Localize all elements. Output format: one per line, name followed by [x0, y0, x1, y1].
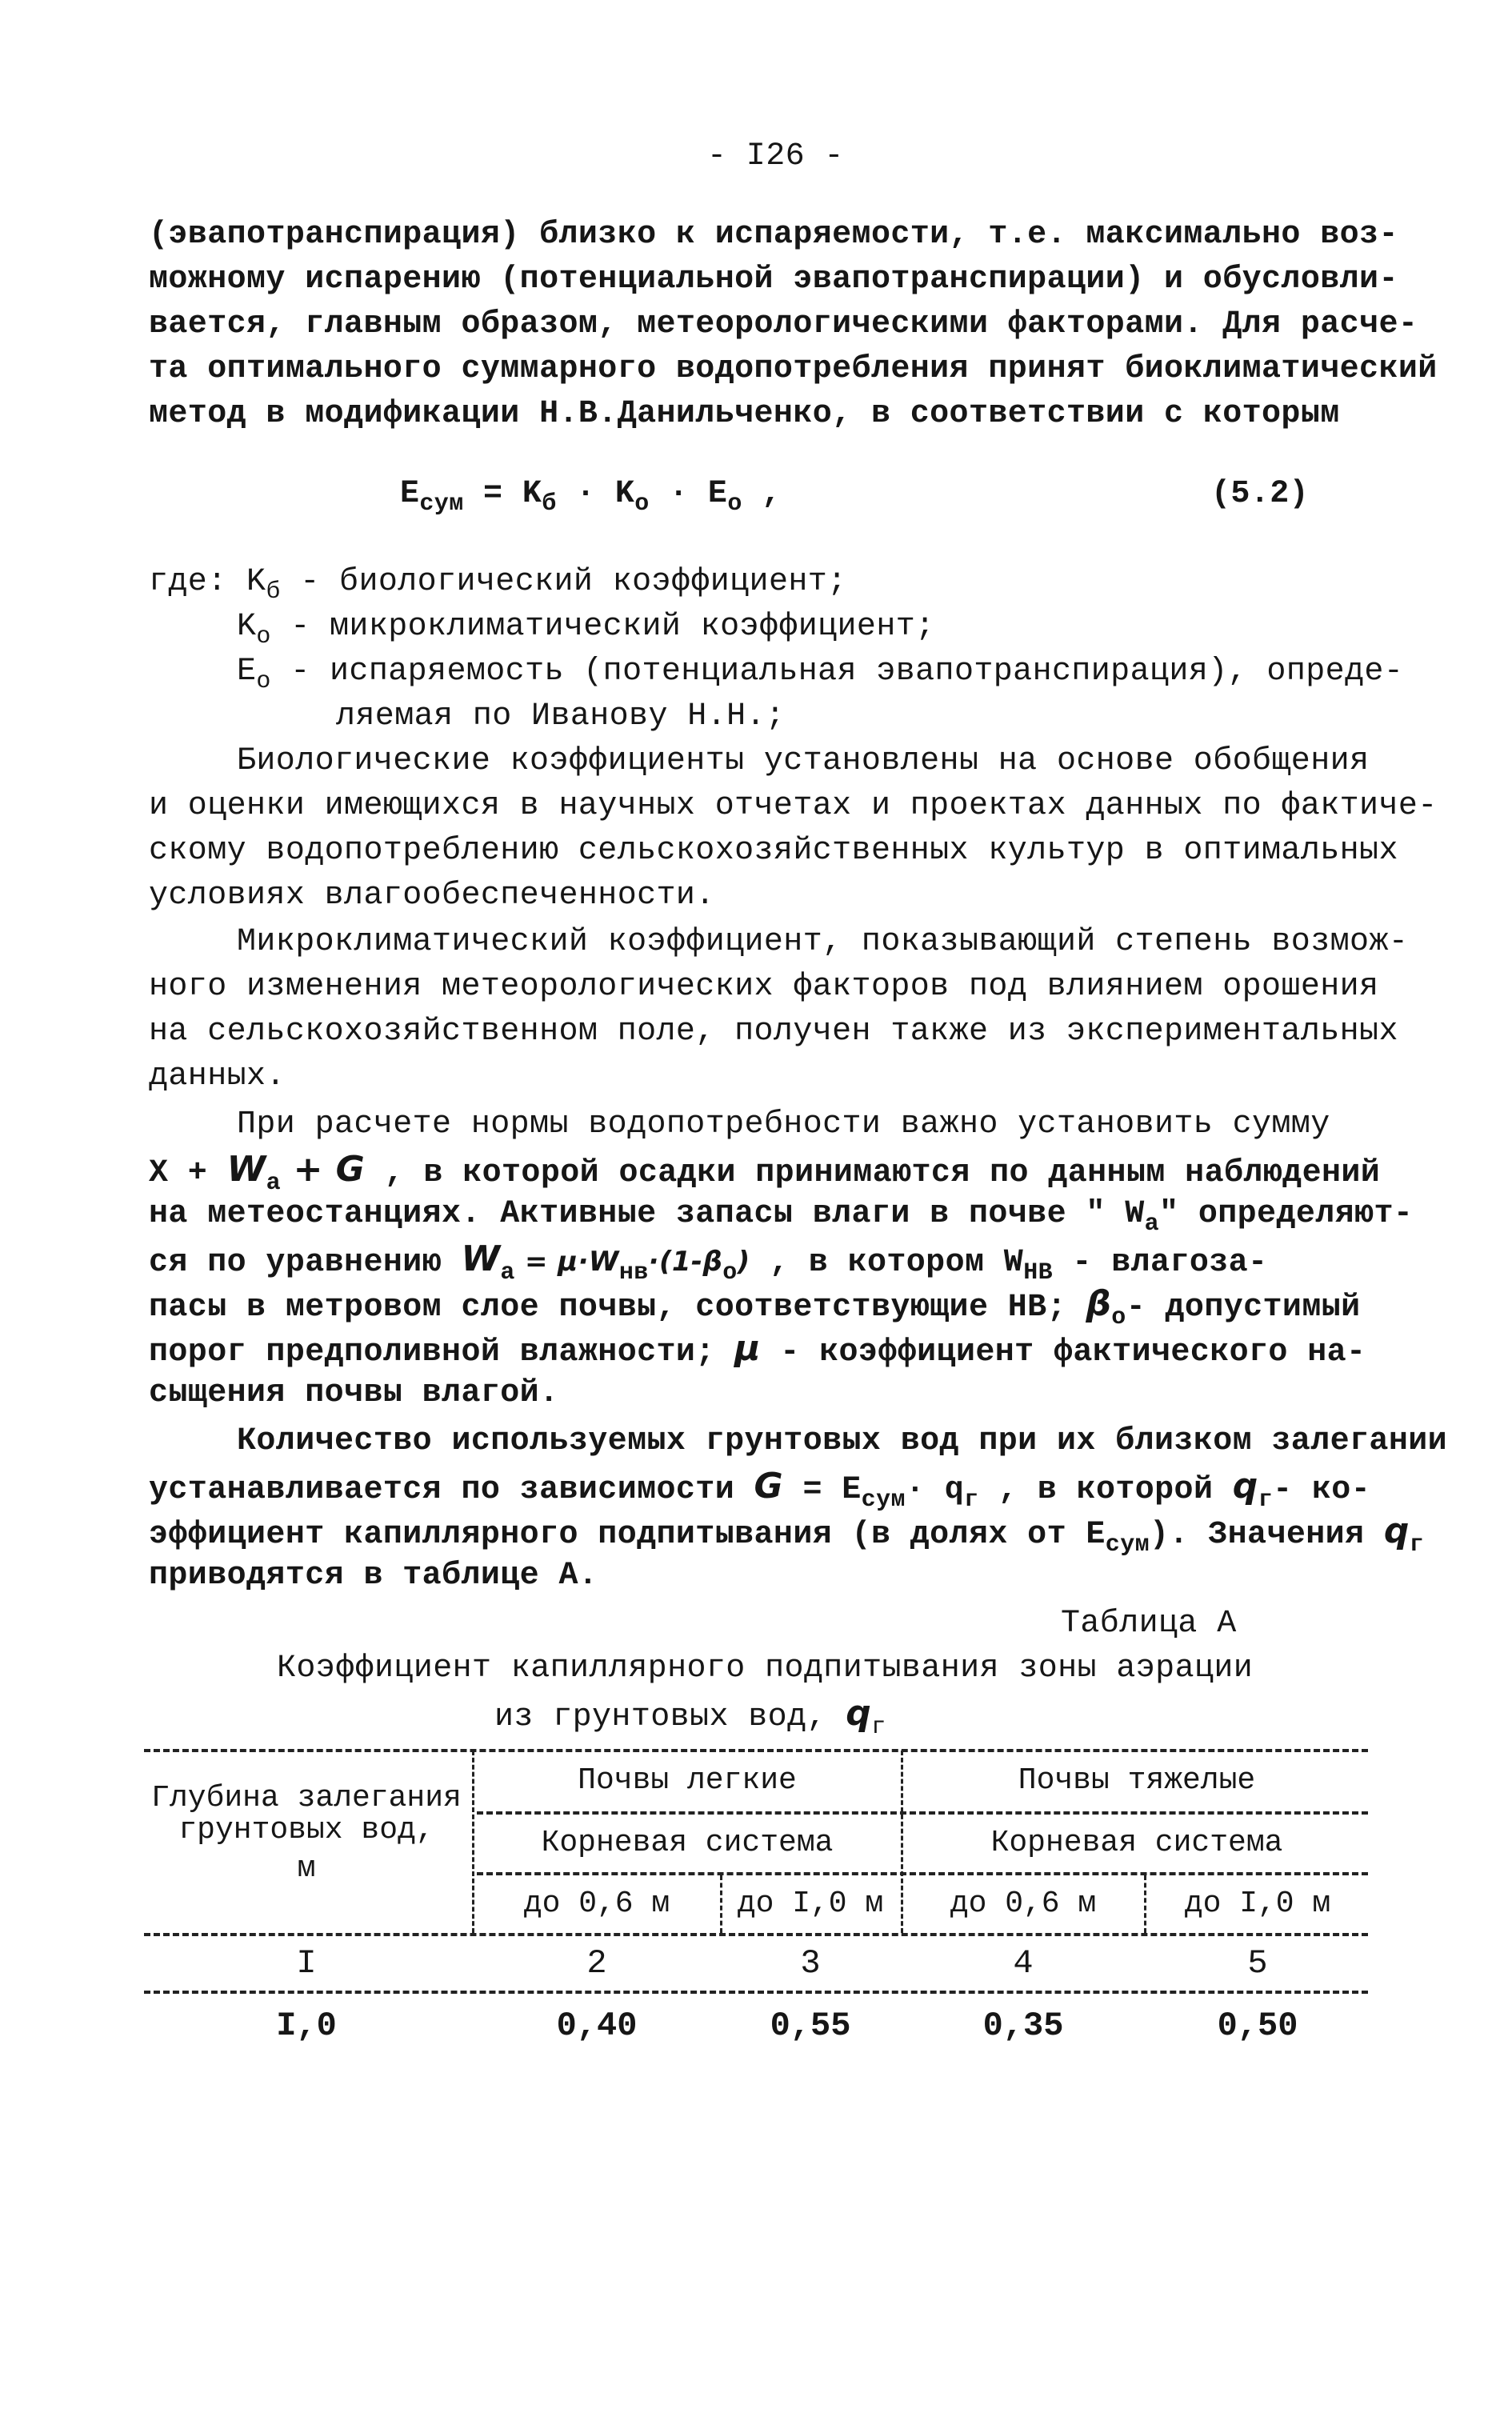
- table-rule: [144, 1991, 1368, 1994]
- text-line: Микроклиматический коэффициент, показывающий степень возмож-: [237, 924, 1409, 960]
- index-cell: I: [296, 1944, 317, 1983]
- header-depth: грунтовых вод,: [178, 1813, 434, 1847]
- table-divider: [901, 1751, 903, 1933]
- data-cell: 0,55: [770, 2007, 851, 2045]
- table-caption: Коэффициент капиллярного подпитывания зоны аэрации: [277, 1651, 1254, 1687]
- index-cell: 3: [800, 1944, 821, 1983]
- where-line: $E_о$ - испаряемость (потенциальная эвапотранспирация), опреде-: [237, 654, 1404, 695]
- index-cell: 4: [1013, 1944, 1034, 1983]
- data-cell: 0,35: [982, 2007, 1064, 2045]
- header-root-system: Корневая система: [990, 1826, 1283, 1860]
- text-line: приводятся в таблице А.: [149, 1558, 598, 1594]
- text-line: (эвапотранспирация) близко к испаряемости, т.е. максимально воз-: [149, 217, 1398, 253]
- text-line: ного изменения метеорологических факторов под влиянием орошения: [149, 969, 1379, 1005]
- data-cell: 0,40: [556, 2007, 638, 2045]
- header-heavy-soils: Почвы тяжелые: [1018, 1763, 1256, 1798]
- text-line: на метеостанциях. Активные запасы влаги в почве " $W_а$" определяют-: [149, 1196, 1414, 1238]
- text-line: порог предполивной влажности; μ - коэффициент фактического на-: [149, 1328, 1366, 1371]
- table-rule: [477, 1811, 1368, 1815]
- header-root-system: Корневая система: [541, 1826, 834, 1860]
- data-cell: I,0: [276, 2007, 337, 2045]
- text-line: скому водопотреблению сельскохозяйственных культур в оптимальных: [149, 833, 1398, 869]
- text-line: та оптимального суммарного водопотребления принят биоклиматический: [149, 351, 1438, 387]
- table-rule: [144, 1933, 1368, 1936]
- text-line: сыщения почвы влагой.: [149, 1375, 559, 1411]
- header-sub: до I,0 м: [1184, 1887, 1331, 1921]
- table-divider: [720, 1875, 722, 1933]
- text-line: метод в модификации Н.В.Данильченко, в соответствии с которым: [149, 396, 1340, 432]
- table-divider: [1144, 1875, 1146, 1933]
- index-cell: 2: [586, 1944, 607, 1983]
- data-cell: 0,50: [1217, 2007, 1298, 2045]
- header-depth: Глубина залегания: [151, 1781, 462, 1815]
- text-line: условиях влагообеспеченности.: [149, 878, 715, 914]
- header-sub: до I,0 м: [737, 1887, 884, 1921]
- header-depth: м: [297, 1851, 316, 1886]
- text-line: и оценки имеющихся в научных отчетах и проектах данных по фактиче-: [149, 788, 1438, 824]
- text-line: $X + W_а + G$ , в которой осадки принимаются по данным наблюдений: [149, 1149, 1381, 1197]
- text-line: на сельскохозяйственном поле, получен также из экспериментальных: [149, 1014, 1398, 1050]
- header-light-soils: Почвы легкие: [578, 1763, 797, 1798]
- table-rule: [477, 1872, 1368, 1875]
- text-line: Количество используемых грунтовых вод при их близком залегании: [237, 1423, 1448, 1459]
- text-line: Биологические коэффициенты установлены на основе обобщения: [237, 743, 1370, 779]
- text-line: эффициент капиллярного подпитывания (в долях от $E_{сум}$). Значения $q_г$: [149, 1511, 1425, 1559]
- where-line: $K_о$ - микроклиматический коэффициент;: [237, 609, 935, 650]
- header-sub: до 0,6 м: [950, 1887, 1097, 1921]
- text-line: вается, главным образом, метеорологическими факторами. Для расче-: [149, 306, 1418, 342]
- table-divider: [472, 1751, 474, 1933]
- page-number: - I26 -: [707, 138, 844, 174]
- table-label: Таблица А: [1061, 1606, 1237, 1642]
- index-cell: 5: [1247, 1944, 1268, 1983]
- equation-number: (5.2): [1211, 476, 1310, 512]
- header-sub: до 0,6 м: [523, 1887, 670, 1921]
- table-caption: из грунтовых вод, $q_г$: [494, 1693, 886, 1741]
- text-line: ся по уравнению $W_а = \mu\cdot W_{нв}\cdot(1-\beta_о)$ , в котором $W_{НВ}$ - влагоза-: [149, 1239, 1268, 1287]
- formula-5-2: $E_{сум} = K_б \cdot K_о \cdot E_о$ ,: [400, 476, 782, 518]
- where-line: ляемая по Иванову Н.Н.;: [336, 698, 786, 734]
- text-line: При расчете нормы водопотребности важно установить сумму: [237, 1106, 1330, 1142]
- text-line: данных.: [149, 1058, 286, 1094]
- where-line: где: $K_б$ - биологический коэффициент;: [149, 564, 847, 606]
- text-line: можному испарению (потенциальной эвапотранспирации) и обусловли-: [149, 262, 1398, 298]
- text-line: пасы в метровом слое почвы, соответствующие НВ; $\beta_о-$ допустимый: [149, 1283, 1361, 1331]
- table-rule: [144, 1749, 1368, 1752]
- text-line: устанавливается по зависимости $G = E_{сум}\cdot q_г$ , в которой $q_г-$ ко-: [149, 1466, 1371, 1514]
